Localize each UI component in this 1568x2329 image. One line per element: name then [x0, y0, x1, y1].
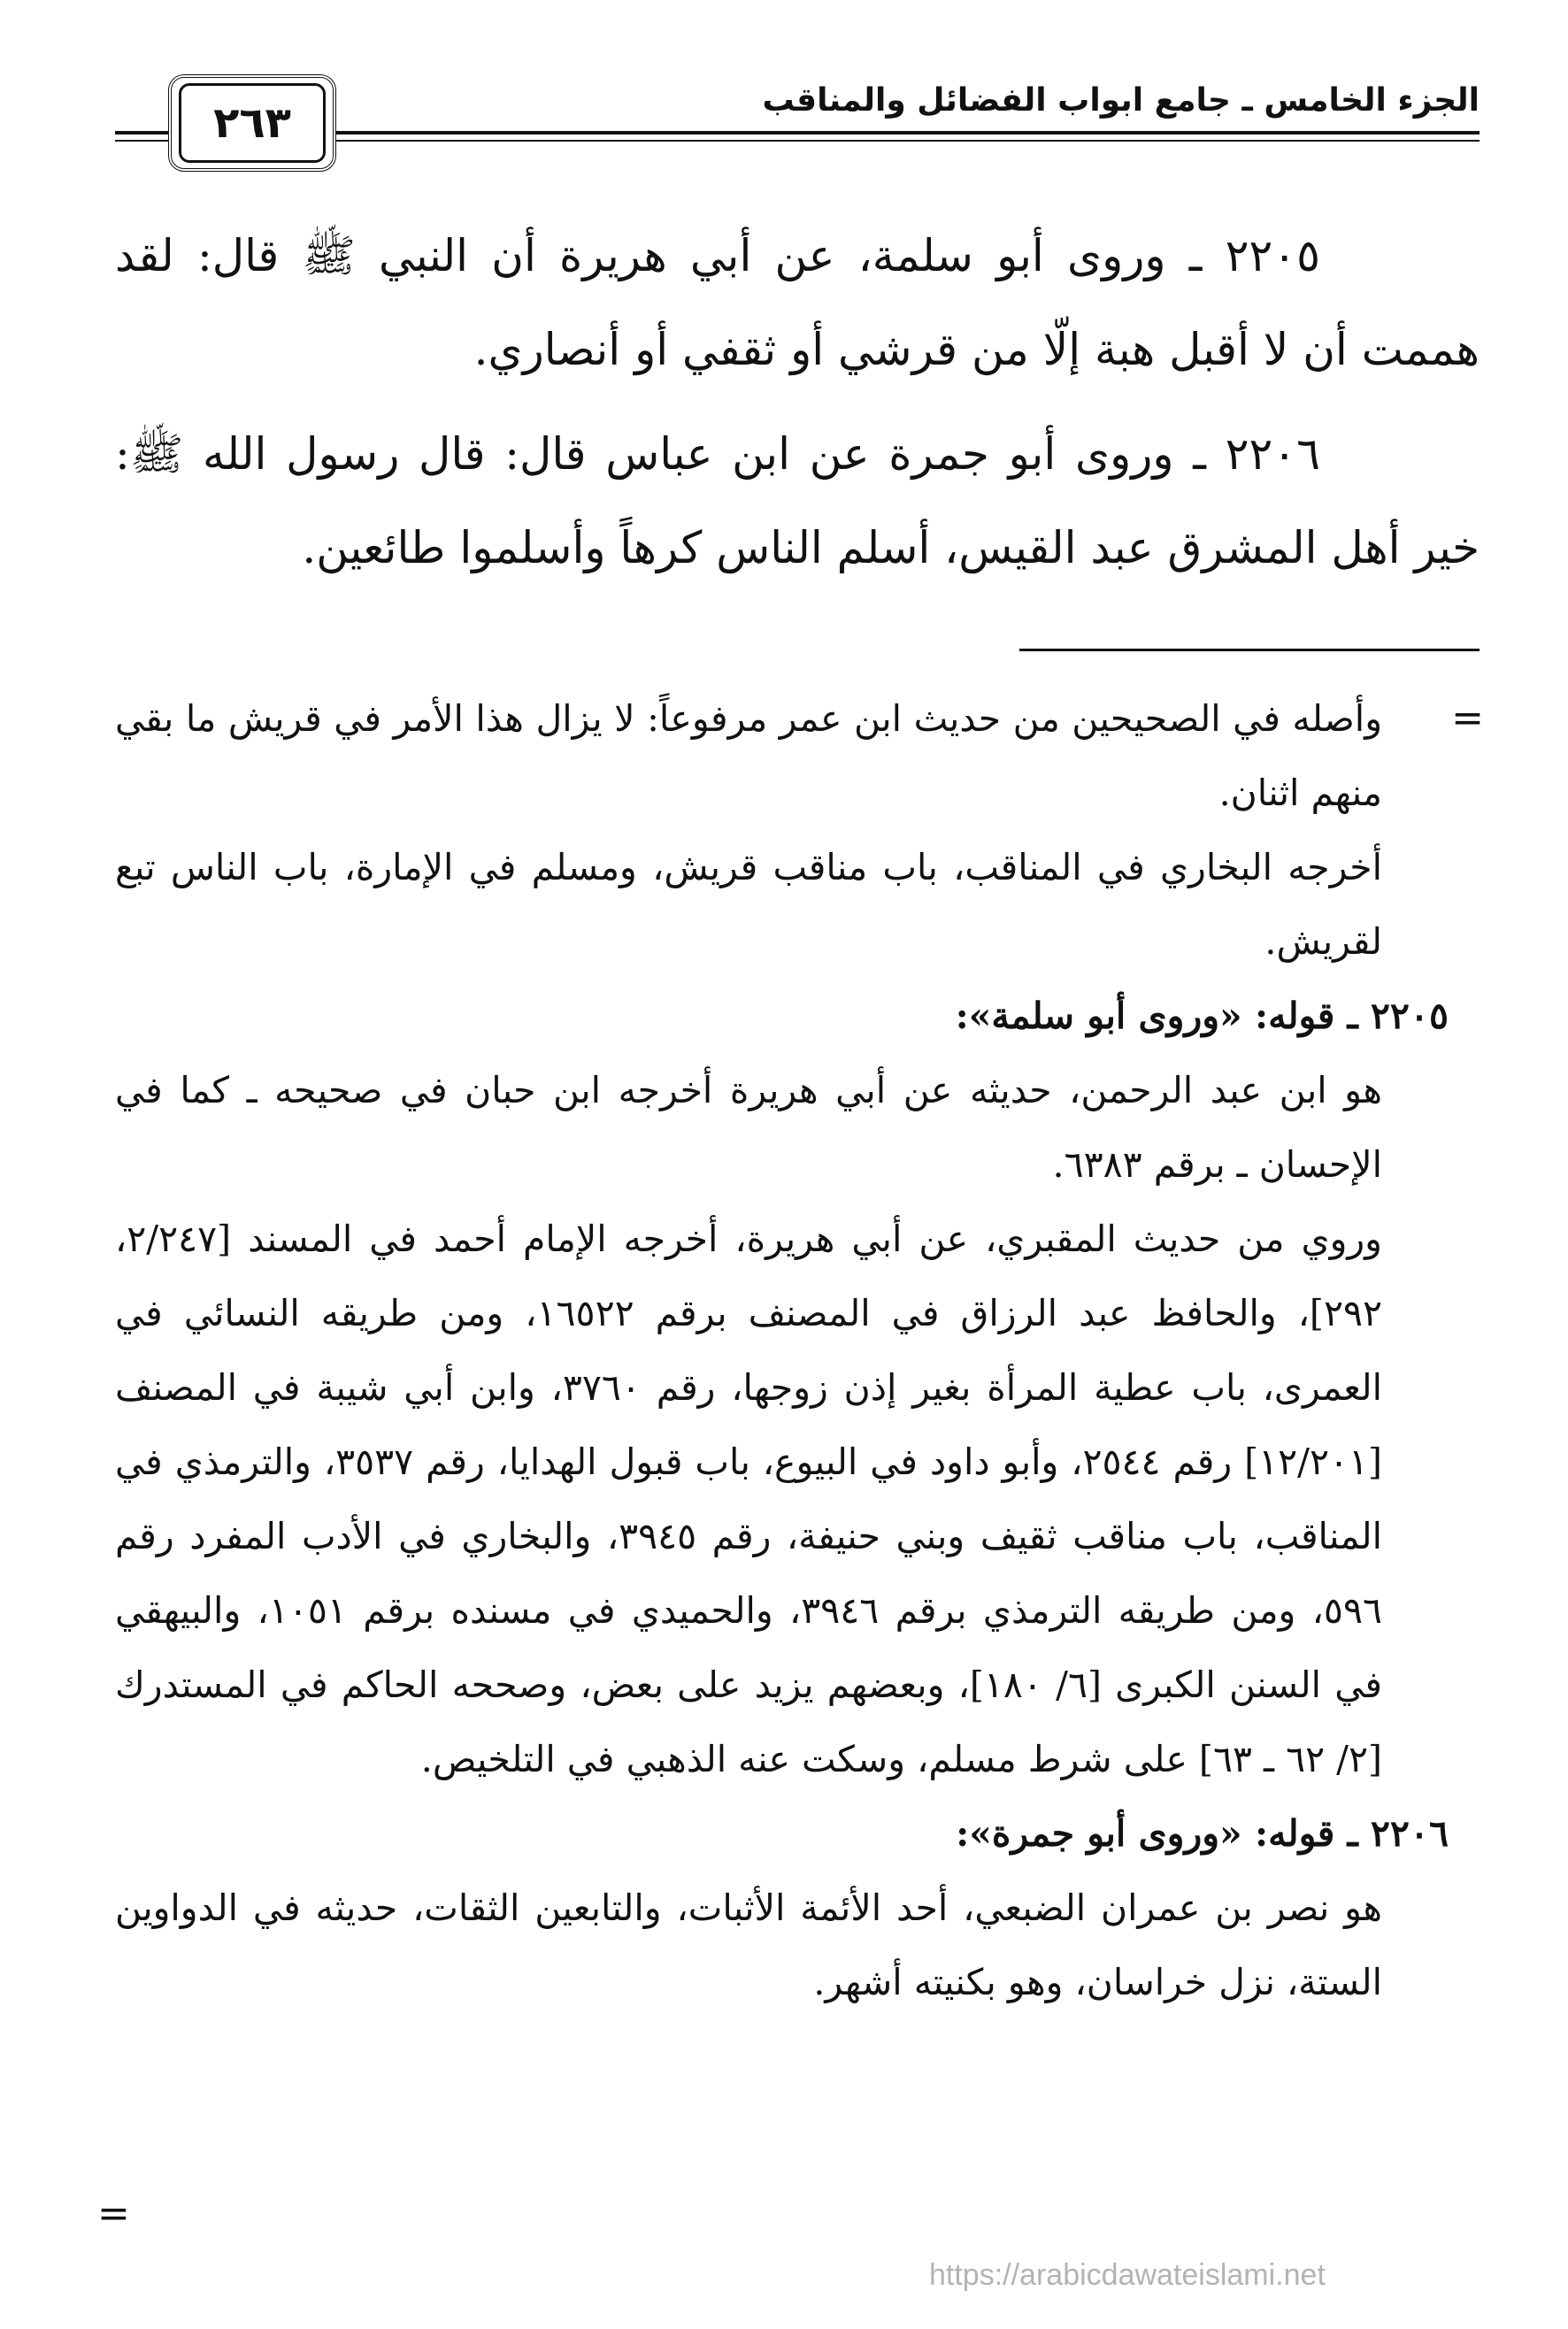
- footnote-2206-p1: هو نصر بن عمران الضبعي، أحد الأئمة الأثبات، والتابعين الثقات، حديثه في الدواوين الستة، نزل خراسان، وهو بكنيته أشهر.: [115, 1887, 1382, 2003]
- watermark: https://arabicdawateislami.net: [929, 2258, 1326, 2292]
- hadith-text: ـ وروى أبو سلمة، عن أبي هريرة أن النبي ﷺ قال: لقد هممت أن لا أقبل هبة إلّا من قرشي أو ثقفي أو أنصاري.: [115, 230, 1480, 375]
- running-head: الجزء الخامس ـ جامع ابواب الفضائل والمناقب: [762, 82, 1480, 119]
- footnotes: [115, 681, 1449, 2019]
- footnote-continued-2: أخرجه البخاري في المناقب، باب مناقب قريش، ومسلم في الإمارة، باب الناس تبع لقريش.: [115, 846, 1382, 963]
- continuation-mark-top: =: [1451, 696, 1484, 741]
- footnote-continued: وأصله في الصحيحين من حديث ابن عمر مرفوعاً: لا يزال هذا الأمر في قريش ما بقي منهم اثنان.: [115, 697, 1382, 814]
- hadith-text: ـ وروى أبو جمرة عن ابن عباس قال: قال رسول الله ﷺ: خير أهل المشرق عبد القيس، أسلم الناس كرهاً وأسلموا طائعين.: [115, 428, 1480, 573]
- footnote-heading-2206: ٢٢٠٦ ـ قوله: «وروى أبو جمرة»:: [956, 1812, 1449, 1855]
- continuation-mark-bottom: =: [97, 2191, 130, 2236]
- hadith-number: ٢٢٠٦: [1225, 428, 1320, 480]
- hadith-number: ٢٢٠٥: [1225, 230, 1320, 281]
- page-number: ٢٦٣: [179, 83, 326, 163]
- footnote-2205-p1: هو ابن عبد الرحمن، حديثه عن أبي هريرة أخرجه ابن حبان في صحيحه ـ كما في الإحسان ـ برقم ٦٣٨٣.: [115, 1069, 1382, 1186]
- footnote-2205-p2: وروي من حديث المقبري، عن أبي هريرة، أخرجه الإمام أحمد في المسند [٢/٢٤٧، ٢٩٢]، والحافظ عبد الرزاق في المصنف برقم ١٦٥٢٢، ومن طريقه النسائي في العمرى، باب عطية المرأة بغير إذن زوجها، رقم ٣٧٦٠، وابن أبي شيبة في المصنف [١٢/٢٠١] رقم ٢٥٤٤، وأبو داود في البيوع، باب قبول الهدايا، رقم ٣٥٣٧، والترمذي في المناقب، باب مناقب ثقيف وبني حنيفة، رقم ٣٩٤٥، والبخاري في الأدب المفرد رقم ٥٩٦، ومن طريقه الترمذي برقم ٣٩٤٦، والحميدي في مسنده برقم ١٠٥١، والبيهقي في السنن الكبرى [٦/ ١٨٠]، وبعضهم يزيد على بعض، وصححه الحاكم في المستدرك [٢/ ٦٢ ـ ٦٣] على شرط مسلم، وسكت عنه الذهبي في التلخيص.: [115, 1218, 1383, 1780]
- main-text: [115, 209, 1480, 605]
- footnote-divider: [1019, 649, 1480, 651]
- footnote-heading-2205: ٢٢٠٥ ـ قوله: «وروى أبو سلمة»:: [955, 995, 1449, 1037]
- hadith-2205: [115, 209, 1480, 396]
- page-number-frame: [168, 74, 336, 172]
- hadith-2206: [115, 407, 1480, 595]
